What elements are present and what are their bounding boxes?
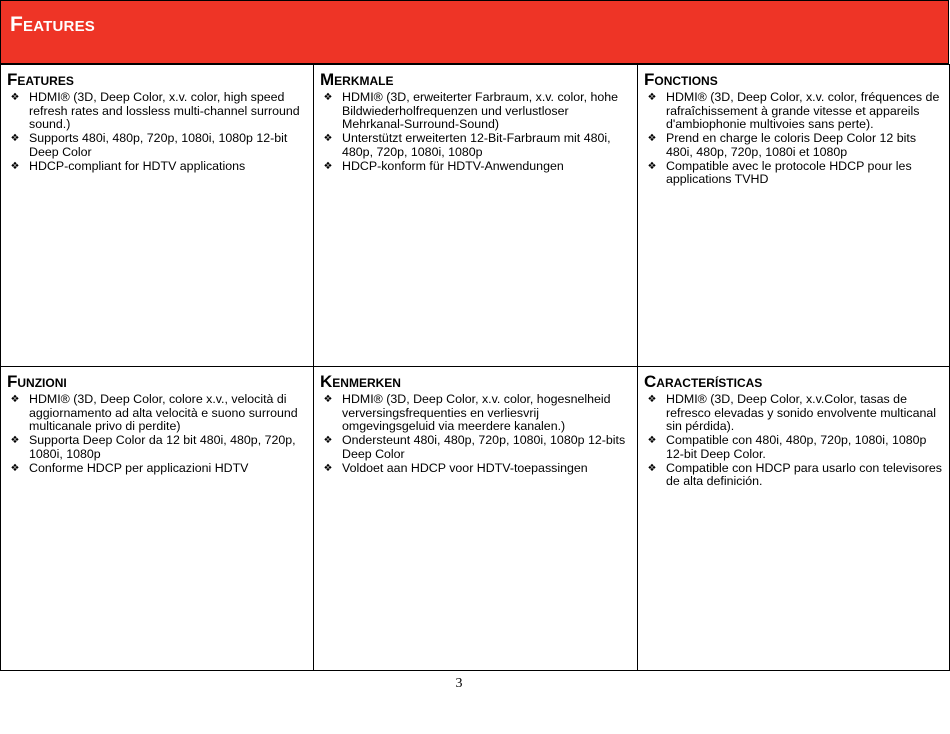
four-diamond-bullet-icon: ❖ xyxy=(647,435,657,447)
list-item xyxy=(644,91,945,132)
four-diamond-bullet-icon: ❖ xyxy=(647,160,657,172)
four-diamond-bullet-icon: ❖ xyxy=(10,92,20,103)
list-item xyxy=(320,393,633,434)
feature-list xyxy=(320,393,633,475)
list-item xyxy=(644,132,945,159)
list-item-text: Supports 480i, 480p, 720p, 1080i, 1080p 12-bit Deep Color xyxy=(29,131,288,159)
list-item xyxy=(644,434,945,461)
four-diamond-bullet-icon: ❖ xyxy=(323,394,333,405)
four-diamond-bullet-icon: ❖ xyxy=(647,394,657,405)
list-item-text: Compatible con HDCP para usarlo con televisores de alta definición. xyxy=(666,460,942,489)
list-item-text: Voldoet aan HDCP voor HDTV-toepassingen xyxy=(342,460,588,475)
four-diamond-bullet-icon: ❖ xyxy=(323,92,333,103)
list-item-text: HDMI® (3D, erweiterter Farbraum, x.v. color, hohe Bildwiederholfrequenzen und verlustloser Mehrkanal-Surround-Sound) xyxy=(342,90,619,132)
list-item xyxy=(644,393,945,434)
four-diamond-bullet-icon: ❖ xyxy=(10,133,20,145)
list-item xyxy=(7,132,309,159)
four-diamond-bullet-icon: ❖ xyxy=(647,92,657,103)
cell-french xyxy=(637,64,950,367)
cell-title: Funzioni xyxy=(7,372,67,391)
list-item xyxy=(7,393,309,434)
list-item-text: Supporta Deep Color da 12 bit 480i, 480p, 720p, 1080i, 1080p xyxy=(29,433,296,461)
list-item xyxy=(7,462,309,476)
four-diamond-bullet-icon: ❖ xyxy=(10,435,20,447)
cell-dutch xyxy=(313,366,638,671)
list-item xyxy=(7,91,309,132)
list-item-text: HDCP-konform für HDTV-Anwendungen xyxy=(342,158,564,173)
cell-german xyxy=(313,64,638,367)
list-item xyxy=(320,434,633,461)
cell-english xyxy=(0,64,314,367)
cell-title: Características xyxy=(644,372,763,391)
list-item-text: HDMI® (3D, Deep Color, x.v.Color, tasas de refresco elevadas y sonido envolvente multicanal sin pérdida). xyxy=(666,392,936,434)
feature-list xyxy=(7,393,309,475)
feature-list xyxy=(644,91,945,187)
list-item-text: Prend en charge le coloris Deep Color 12 bits 480i, 480p, 720p, 1080i et 1080p xyxy=(666,131,917,159)
four-diamond-bullet-icon: ❖ xyxy=(10,462,20,474)
four-diamond-bullet-icon: ❖ xyxy=(323,462,333,474)
list-item xyxy=(7,160,309,174)
feature-list xyxy=(7,91,309,173)
four-diamond-bullet-icon: ❖ xyxy=(10,394,20,405)
list-item-text: HDMI® (3D, Deep Color, x.v. color, fréquences de rafraîchissement à grande vitesse et appareils d'ambiophonie multivoies sans perte). xyxy=(666,90,940,132)
list-item-text: HDMI® (3D, Deep Color, colore x.v., velocità di aggiornamento ad alta velocità e suono surround multicanale privo di perdite) xyxy=(29,392,298,434)
feature-list xyxy=(320,91,633,173)
features-grid xyxy=(0,64,950,670)
list-item-text: HDCP-compliant for HDTV applications xyxy=(29,158,246,173)
four-diamond-bullet-icon: ❖ xyxy=(323,133,333,145)
list-item-text: HDMI® (3D, Deep Color, x.v. color, hogesnelheid verversingsfrequenties en verliesvrij omgevingsgeluid via meerdere kanalen.) xyxy=(342,392,611,434)
list-item xyxy=(644,160,945,187)
four-diamond-bullet-icon: ❖ xyxy=(647,462,657,474)
list-item xyxy=(7,434,309,461)
cell-title: Merkmale xyxy=(320,70,394,89)
list-item-text: Ondersteunt 480i, 480p, 720p, 1080i, 1080p 12-bits Deep Color xyxy=(342,433,626,461)
four-diamond-bullet-icon: ❖ xyxy=(10,160,20,172)
cell-spanish xyxy=(637,366,950,671)
list-item xyxy=(644,462,945,489)
header-band xyxy=(0,0,949,64)
cell-title: Features xyxy=(7,70,74,89)
four-diamond-bullet-icon: ❖ xyxy=(323,435,333,447)
list-item-text: Conforme HDCP per applicazioni HDTV xyxy=(29,460,249,475)
list-item xyxy=(320,91,633,132)
four-diamond-bullet-icon: ❖ xyxy=(647,133,657,145)
list-item-text: Compatible con 480i, 480p, 720p, 1080i, 1080p 12-bit Deep Color. xyxy=(666,433,927,461)
page-title: Features xyxy=(10,13,95,36)
feature-list xyxy=(644,393,945,489)
list-item xyxy=(320,462,633,476)
page-number: 3 xyxy=(455,676,463,691)
list-item-text: HDMI® (3D, Deep Color, x.v. color, high speed refresh rates and lossless multi-channel surround sound.) xyxy=(29,90,300,132)
list-item xyxy=(320,160,633,174)
four-diamond-bullet-icon: ❖ xyxy=(323,160,333,172)
list-item-text: Unterstützt erweiterten 12-Bit-Farbraum mit 480i, 480p, 720p, 1080i, 1080p xyxy=(342,131,611,159)
list-item xyxy=(320,132,633,159)
cell-italian xyxy=(0,366,314,671)
cell-title: Fonctions xyxy=(644,70,718,89)
list-item-text: Compatible avec le protocole HDCP pour les applications TVHD xyxy=(666,158,912,187)
cell-title: Kenmerken xyxy=(320,372,401,391)
